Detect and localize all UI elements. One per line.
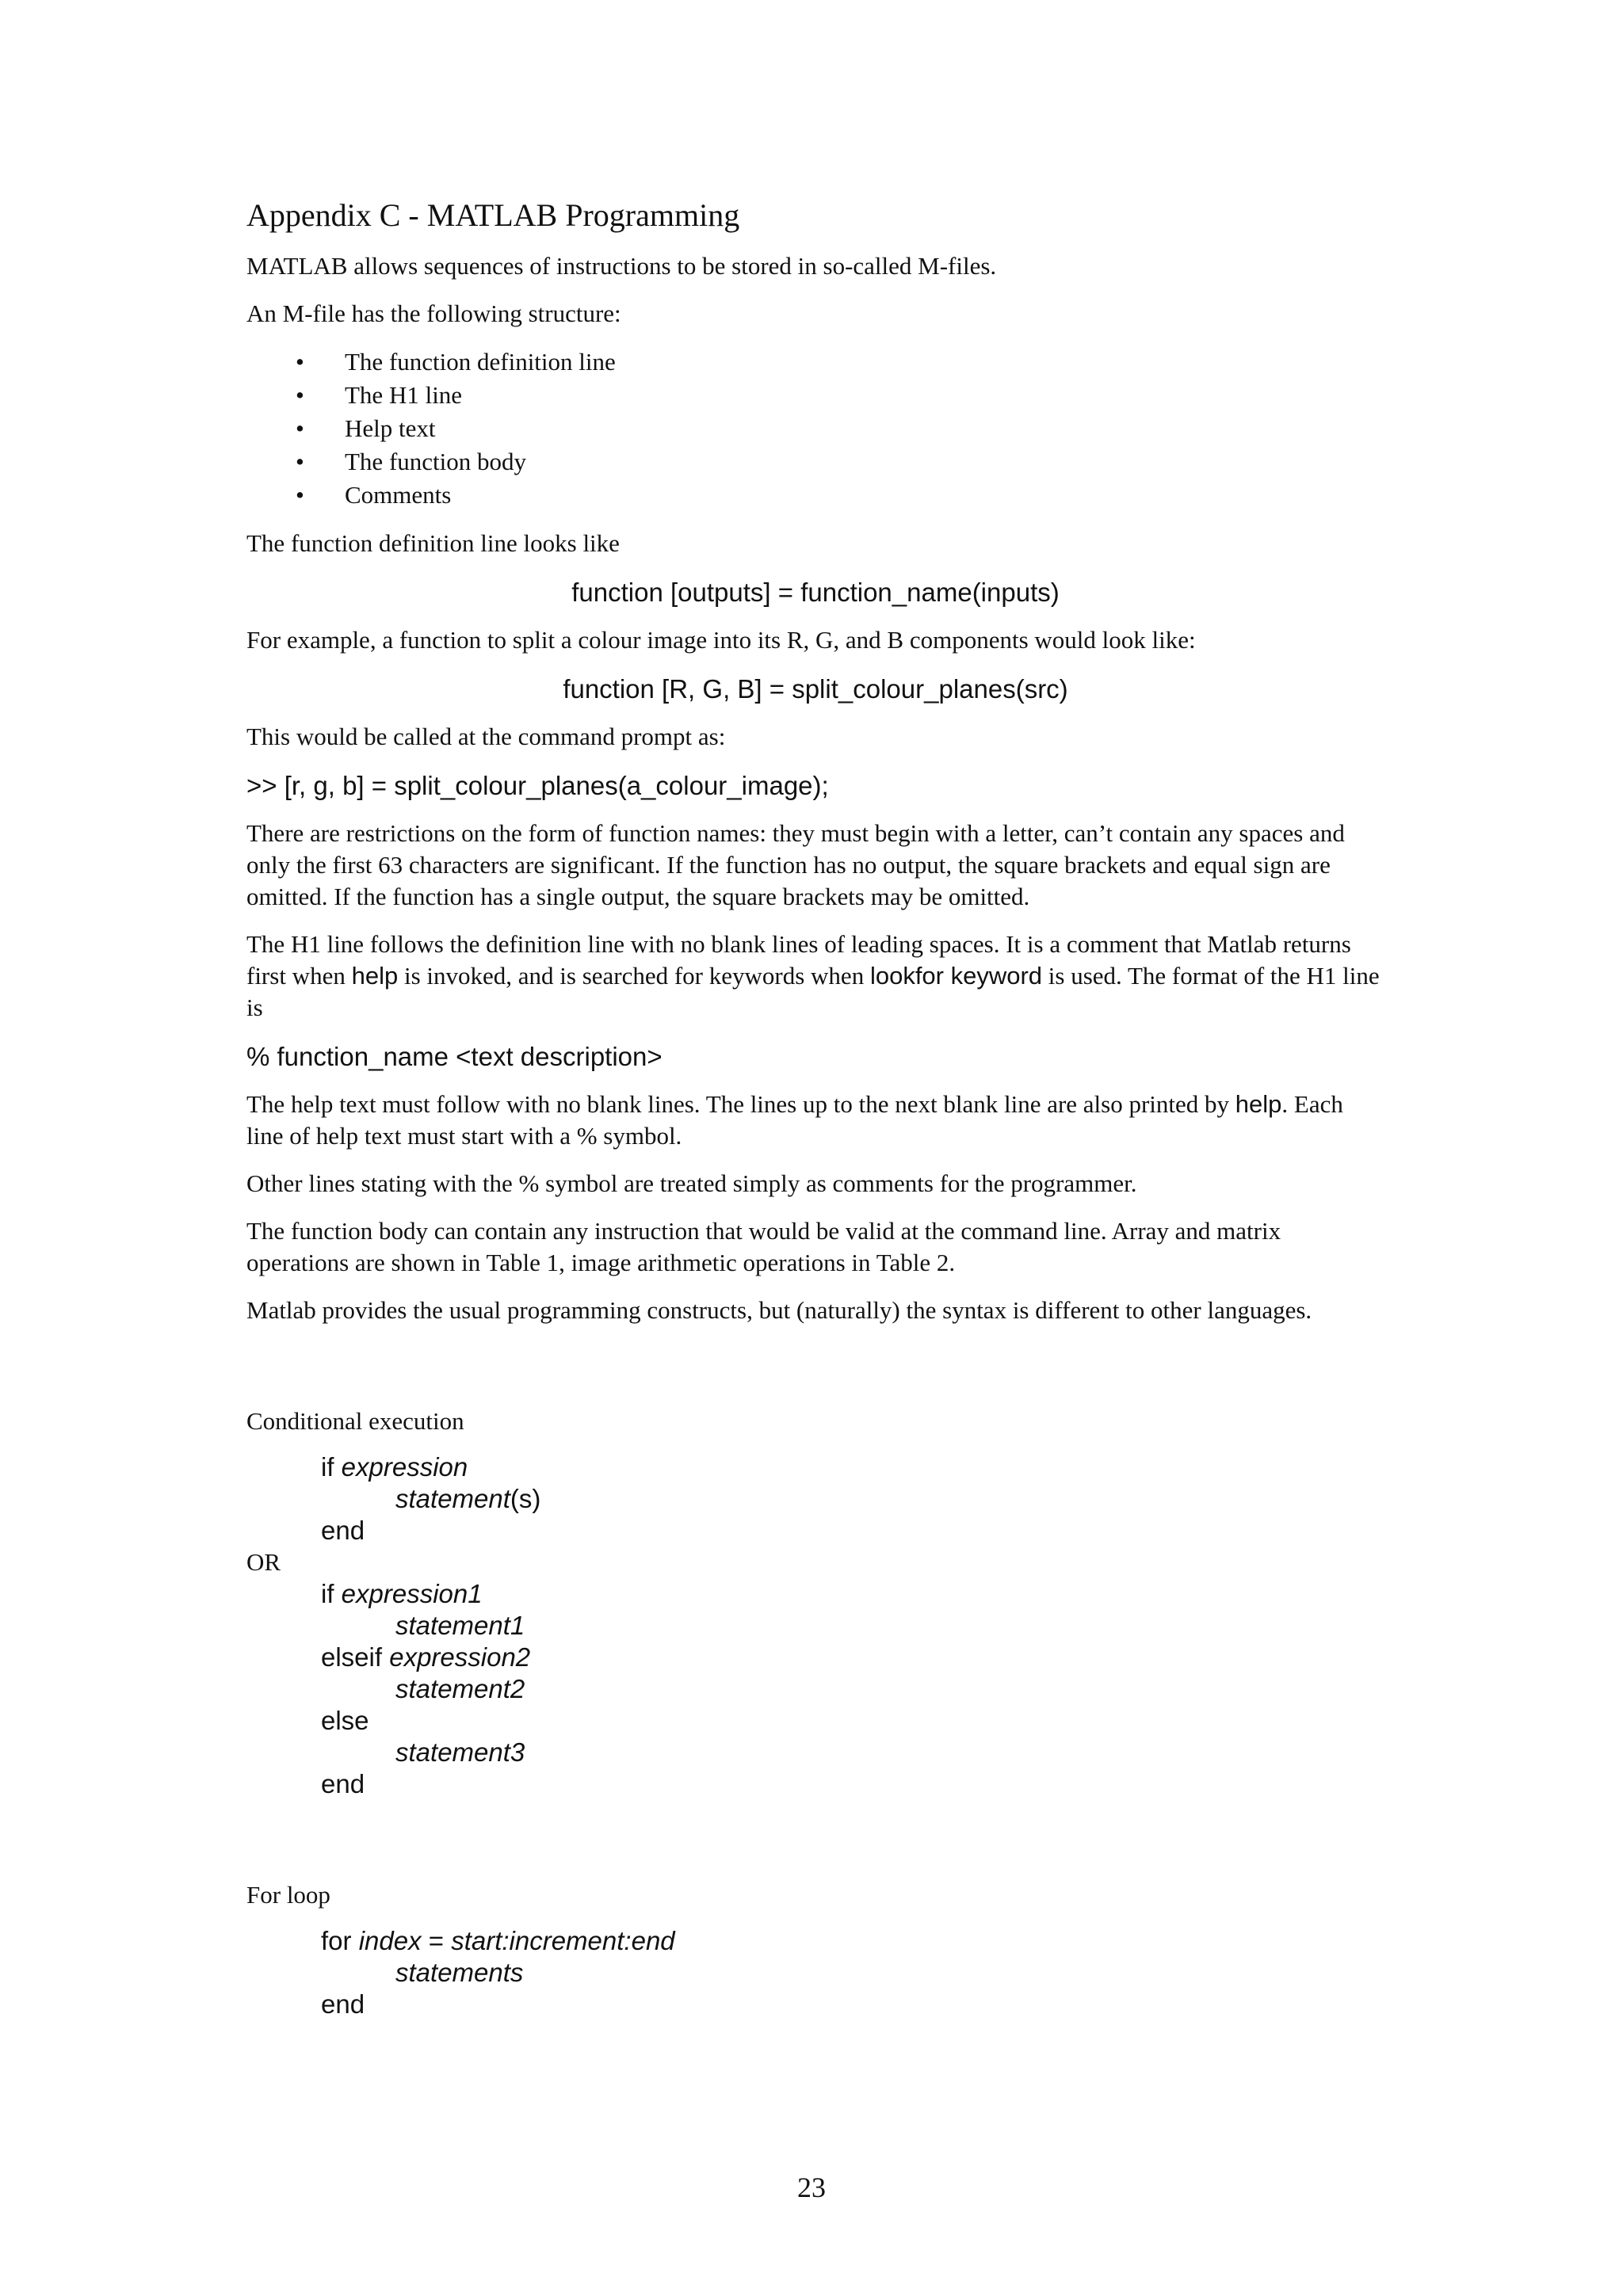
help-paragraph: The help text must follow with no blank lines. The lines up to the next blank line are also printed by help. Each line of help text must start with a % symbol. <box>246 1090 1343 1150</box>
code-line: end <box>321 1516 365 1545</box>
constructs-paragraph: Matlab provides the usual programming constructs, but (naturally) the syntax is different to other languages. <box>246 1296 1312 1324</box>
structure-list <box>246 345 1384 512</box>
bullet-icon: • <box>296 348 304 376</box>
list-item: • The function definition line <box>246 345 1384 379</box>
intro-paragraph: MATLAB allows sequences of instructions to be stored in so-called M-files. <box>246 252 997 280</box>
example-intro: For example, a function to split a colour image into its R, G, and B components would look like: <box>246 626 1196 654</box>
code-line: end <box>321 1769 365 1798</box>
bullet-icon: • <box>296 414 304 442</box>
for-loop-heading: For loop <box>246 1881 330 1909</box>
body-paragraph: The function body can contain any instruction that would be valid at the command line. Array and matrix operations are shown in Table 1, image arithmetic operations in Table 2. <box>246 1217 1281 1276</box>
def-line-example: function [outputs] = function_name(inputs) <box>571 578 1060 607</box>
help-keyword: help <box>351 962 399 990</box>
page-number: 23 <box>797 2172 826 2203</box>
h1-paragraph: The H1 line follows the definition line with no blank lines of leading spaces. It is a comment that Matlab returns first when help is invoked, and is searched for keywords when lookfor keyword is used. The format of the H1 line is <box>246 930 1380 1021</box>
code-line: statements <box>395 1958 524 1987</box>
call-intro: This would be called at the command prompt as: <box>246 723 726 750</box>
code-line: if expression1 <box>321 1579 483 1608</box>
bullet-icon: • <box>296 381 304 409</box>
conditional-code <box>246 1451 1384 1800</box>
restrictions-paragraph: There are restrictions on the form of function names: they must begin with a letter, can’t contain any spaces and only the first 63 characters are significant. If the function has no output, the square brackets and equal sign are omitted. If the function has a single output, the square brackets may be omitted. <box>246 819 1345 910</box>
def-line-intro: The function definition line looks like <box>246 529 620 557</box>
h1-format: % function_name <text description> <box>246 1042 663 1071</box>
code-line: statement(s) <box>395 1484 541 1513</box>
example-code: function [R, G, B] = split_colour_planes(src) <box>563 674 1068 704</box>
bullet-icon: • <box>296 481 304 509</box>
list-item: • Help text <box>246 412 1384 445</box>
for-loop-code <box>246 1925 1384 2020</box>
list-item: • Comments <box>246 479 1384 512</box>
help-keyword: help <box>1235 1090 1282 1118</box>
list-item: • The function body <box>246 445 1384 479</box>
code-line: for index = start:increment:end <box>321 1926 675 1955</box>
code-line: else <box>321 1706 369 1735</box>
or-label: OR <box>246 1548 281 1576</box>
bullet-icon: • <box>296 448 304 475</box>
code-line: statement3 <box>395 1737 525 1767</box>
list-item: • The H1 line <box>246 379 1384 412</box>
structure-intro: An M-file has the following structure: <box>246 299 621 327</box>
comments-paragraph: Other lines stating with the % symbol are treated simply as comments for the programmer. <box>246 1169 1137 1197</box>
code-line: statement1 <box>395 1611 525 1640</box>
page-title: Appendix C - MATLAB Programming <box>246 197 740 233</box>
lookfor-keyword: lookfor keyword <box>869 962 1043 990</box>
code-line: elseif expression2 <box>321 1642 531 1672</box>
code-line: if expression <box>321 1452 468 1482</box>
code-line: end <box>321 1989 365 2019</box>
code-line: statement2 <box>395 1674 525 1703</box>
conditional-heading: Conditional execution <box>246 1407 464 1435</box>
call-code: >> [r, g, b] = split_colour_planes(a_colour_image); <box>246 771 829 800</box>
page-content <box>246 195 1384 2020</box>
